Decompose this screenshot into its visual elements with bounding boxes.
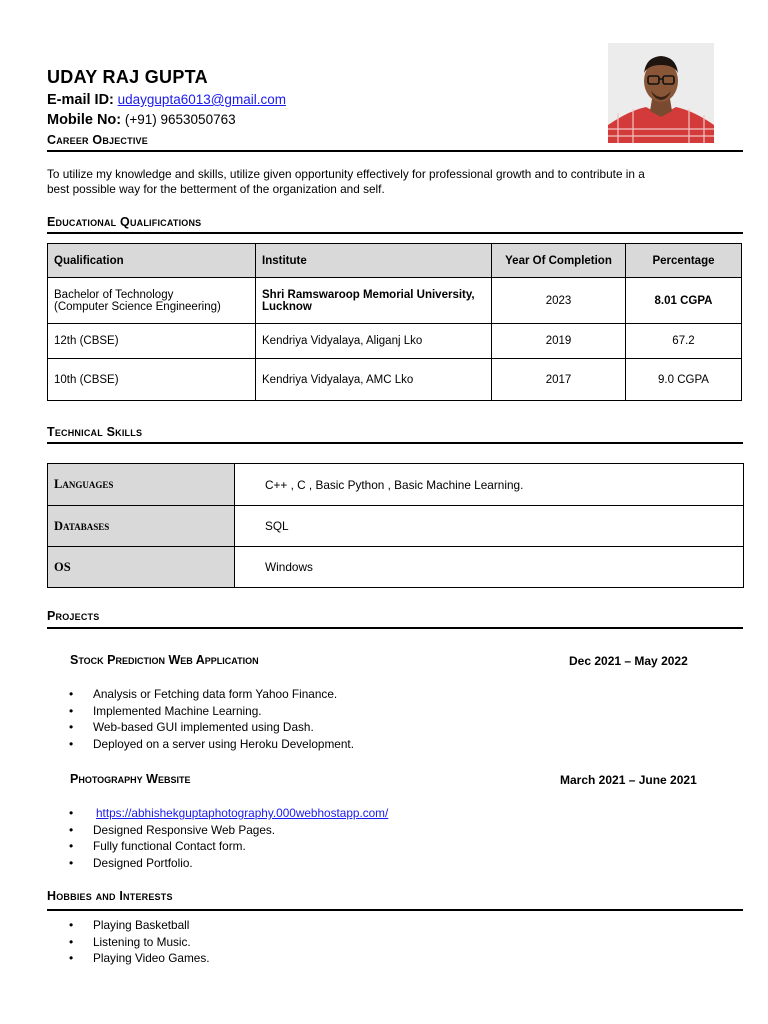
list-item: • Analysis or Fetching data form Yahoo Finance.: [47, 686, 354, 703]
table-row: [48, 359, 742, 401]
institute-text: Lucknow: [262, 300, 312, 313]
list-item: • Deployed on a server using Heroku Development.: [47, 736, 354, 753]
skill-key: Databases: [48, 506, 235, 547]
column-header: Percentage: [626, 244, 742, 278]
qualification-cell: 12th (CBSE): [48, 324, 256, 359]
qualification-text: Bachelor of Technology: [54, 288, 174, 301]
project-date: March 2021 – June 2021: [560, 773, 697, 787]
institute-cell: [256, 278, 492, 324]
table-row: [48, 278, 742, 324]
list-item: • Playing Basketball: [47, 917, 210, 934]
column-header: Year Of Completion: [492, 244, 626, 278]
skill-key: OS: [48, 547, 235, 588]
education-table: [47, 243, 742, 401]
table-header-row: [48, 244, 742, 278]
qualification-text: (Computer Science Engineering): [54, 300, 221, 313]
list-item: • Implemented Machine Learning.: [47, 703, 354, 720]
table-row: [48, 464, 744, 506]
list-item: • Web-based GUI implemented using Dash.: [47, 719, 354, 736]
table-row: [48, 547, 744, 588]
email-line: [47, 92, 286, 108]
mobile-line: [47, 112, 236, 128]
technical-skills-heading: Technical Skills: [47, 425, 143, 439]
project-title: Stock Prediction Web Application: [70, 653, 259, 667]
skill-value: SQL: [235, 506, 744, 547]
percentage-cell: 67.2: [626, 324, 742, 359]
section-divider: [47, 232, 743, 234]
section-divider: [47, 150, 743, 152]
email-link[interactable]: udaygupta6013@gmail.com: [117, 92, 286, 107]
year-cell: 2019: [492, 324, 626, 359]
list-item: • Playing Video Games.: [47, 950, 210, 967]
percentage-cell: 9.0 CGPA: [626, 359, 742, 401]
projects-heading: Projects: [47, 609, 100, 623]
list-item: [47, 805, 388, 822]
project-bullets: [47, 805, 388, 872]
column-header: Qualification: [48, 244, 256, 278]
table-row: [48, 324, 742, 359]
project-date: Dec 2021 – May 2022: [569, 654, 688, 668]
institute-cell: Kendriya Vidyalaya, AMC Lko: [256, 359, 492, 401]
project-bullets: [47, 686, 354, 753]
skill-value: C++ , C , Basic Python , Basic Machine Learning.: [235, 464, 744, 506]
skill-value: Windows: [235, 547, 744, 588]
list-item: • Fully functional Contact form.: [47, 838, 388, 855]
list-item: • Designed Portfolio.: [47, 855, 388, 872]
list-item: • Listening to Music.: [47, 934, 210, 951]
section-divider: [47, 909, 743, 911]
year-cell: 2017: [492, 359, 626, 401]
hobbies-heading: Hobbies and Interests: [47, 889, 173, 903]
skill-key: Languages: [48, 464, 235, 506]
email-label: E-mail ID:: [47, 92, 114, 108]
institute-text: Shri Ramswaroop Memorial University,: [262, 288, 475, 301]
skills-table: [47, 463, 744, 588]
section-divider: [47, 442, 743, 444]
qualification-cell: [48, 278, 256, 324]
table-row: [48, 506, 744, 547]
mobile-label: Mobile No:: [47, 112, 122, 128]
career-objective-text: To utilize my knowledge and skills, utilize given opportunity effectively for professional growth and to contribute in a best possible way for the betterment of the organization and self.: [47, 167, 645, 196]
list-item: • Designed Responsive Web Pages.: [47, 822, 388, 839]
institute-cell: Kendriya Vidyalaya, Aliganj Lko: [256, 324, 492, 359]
mobile-number: (+91) 9653050763: [124, 112, 236, 127]
project-title: Photography Website: [70, 772, 191, 786]
education-heading: Educational Qualifications: [47, 215, 202, 229]
profile-photo: [608, 43, 714, 143]
qualification-cell: 10th (CBSE): [48, 359, 256, 401]
section-divider: [47, 627, 743, 629]
year-cell: 2023: [492, 278, 626, 324]
career-objective-heading: Career Objective: [47, 133, 148, 147]
project-link[interactable]: https://abhishekguptaphotography.000webhostapp.com/: [96, 806, 389, 820]
percentage-cell: 8.01 CGPA: [626, 278, 742, 324]
hobbies-list: [47, 917, 210, 967]
candidate-name: UDAY RAJ GUPTA: [47, 67, 208, 87]
column-header: Institute: [256, 244, 492, 278]
